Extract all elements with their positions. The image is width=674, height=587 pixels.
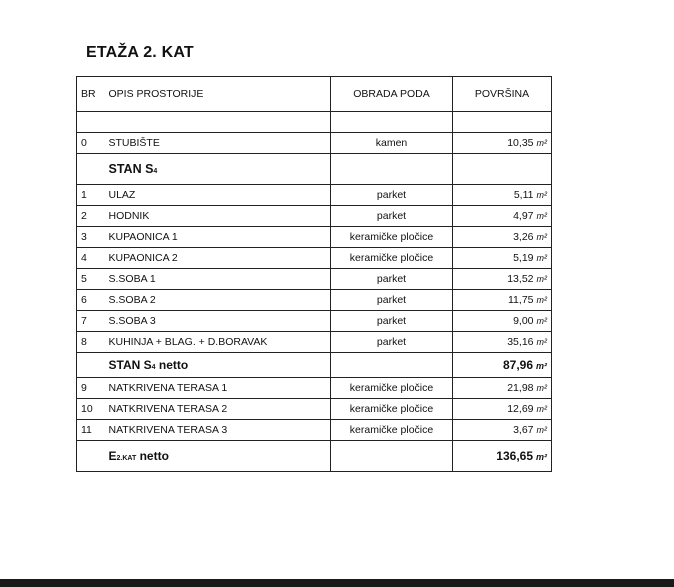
room-number: 4 xyxy=(77,248,105,269)
floor-finish: keramičke pločice xyxy=(331,378,453,399)
table-row xyxy=(77,290,552,311)
table-row xyxy=(77,227,552,248)
room-number: 1 xyxy=(77,185,105,206)
room-area: 5,11 m² xyxy=(453,185,552,206)
room-number: 2 xyxy=(77,206,105,227)
room-area: 5,19 m² xyxy=(453,248,552,269)
col-header-povrsina: POVRŠINA xyxy=(453,77,552,112)
table-row xyxy=(77,420,552,441)
room-name: S.SOBA 1 xyxy=(105,269,331,290)
room-area-table xyxy=(76,76,552,472)
apartment-netto-label: STAN S4 netto xyxy=(105,353,331,378)
floor-finish: keramičke pločice xyxy=(331,248,453,269)
room-number: 3 xyxy=(77,227,105,248)
room-name: KUPAONICA 1 xyxy=(105,227,331,248)
room-number: 11 xyxy=(77,420,105,441)
room-name: NATKRIVENA TERASA 3 xyxy=(105,420,331,441)
room-area: 10,35 m² xyxy=(453,133,552,154)
apartment-title: STAN S4 xyxy=(105,154,331,185)
col-header-br: BR xyxy=(77,77,105,112)
floor-finish: parket xyxy=(331,269,453,290)
floor-finish: parket xyxy=(331,290,453,311)
apartment-netto-row xyxy=(77,353,552,378)
table-row xyxy=(77,133,552,154)
table-header-row xyxy=(77,77,552,112)
floor-finish: keramičke pločice xyxy=(331,399,453,420)
room-number: 10 xyxy=(77,399,105,420)
table-row xyxy=(77,332,552,353)
room-area: 9,00 m² xyxy=(453,311,552,332)
floor-finish: kamen xyxy=(331,133,453,154)
table-row xyxy=(77,248,552,269)
floor-total-row xyxy=(77,441,552,472)
floor-total-label: E2.KAT netto xyxy=(105,441,331,472)
table-row xyxy=(77,185,552,206)
room-area: 13,52 m² xyxy=(453,269,552,290)
room-area: 4,97 m² xyxy=(453,206,552,227)
floor-finish: keramičke pločice xyxy=(331,227,453,248)
room-area: 11,75 m² xyxy=(453,290,552,311)
room-name: NATKRIVENA TERASA 2 xyxy=(105,399,331,420)
room-number: 7 xyxy=(77,311,105,332)
room-area: 3,67 m² xyxy=(453,420,552,441)
room-area: 21,98 m² xyxy=(453,378,552,399)
table-row xyxy=(77,206,552,227)
room-area: 35,16 m² xyxy=(453,332,552,353)
room-name: NATKRIVENA TERASA 1 xyxy=(105,378,331,399)
room-number: 0 xyxy=(77,133,105,154)
table-row xyxy=(77,399,552,420)
apartment-section-row xyxy=(77,154,552,185)
room-name: STUBIŠTE xyxy=(105,133,331,154)
room-area: 3,26 m² xyxy=(453,227,552,248)
room-number: 9 xyxy=(77,378,105,399)
floor-finish: parket xyxy=(331,185,453,206)
floor-heading: ETAŽA 2. KAT xyxy=(86,44,194,61)
floor-finish: parket xyxy=(331,311,453,332)
col-header-opis: OPIS PROSTORIJE xyxy=(105,77,331,112)
floor-finish: keramičke pločice xyxy=(331,420,453,441)
room-name: KUPAONICA 2 xyxy=(105,248,331,269)
table-row xyxy=(77,311,552,332)
room-number: 8 xyxy=(77,332,105,353)
room-name: S.SOBA 3 xyxy=(105,311,331,332)
room-area: 12,69 m² xyxy=(453,399,552,420)
table-row xyxy=(77,269,552,290)
floor-finish: parket xyxy=(331,332,453,353)
apartment-netto-area: 87,96 m² xyxy=(453,353,552,378)
floor-finish: parket xyxy=(331,206,453,227)
bottom-divider xyxy=(0,579,674,587)
room-name: KUHINJA + BLAG. + D.BORAVAK xyxy=(105,332,331,353)
table-row xyxy=(77,378,552,399)
room-name: ULAZ xyxy=(105,185,331,206)
spacer-row xyxy=(77,112,552,133)
col-header-obrada: OBRADA PODA xyxy=(331,77,453,112)
room-number: 5 xyxy=(77,269,105,290)
floor-total-area: 136,65 m² xyxy=(453,441,552,472)
room-number: 6 xyxy=(77,290,105,311)
room-name: HODNIK xyxy=(105,206,331,227)
room-name: S.SOBA 2 xyxy=(105,290,331,311)
